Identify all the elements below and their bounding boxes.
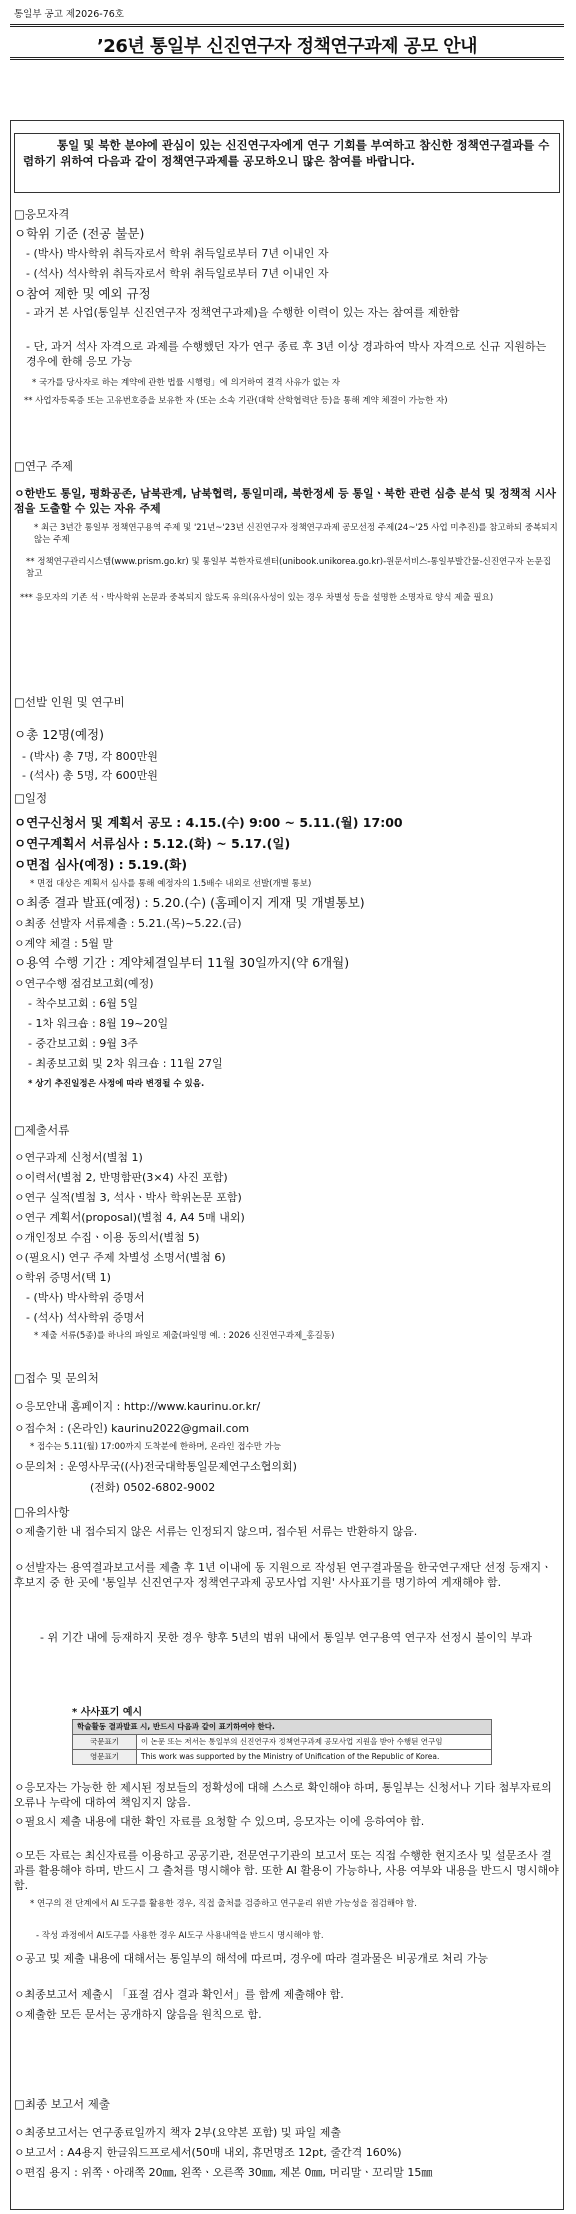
caution-deadline: ㅇ제출기한 내 접수되지 않은 서류는 인정되지 않으며, 접수된 서류는 반환하지 않음.	[14, 1525, 418, 1538]
caution-ai-note-2: - 작성 과정에서 AI도구를 사용한 경우 AI도구 사용내역을 반드시 명시해야 함.	[36, 1931, 324, 1941]
section-heading-qualification: □응모자격	[14, 207, 70, 221]
example-label-english: 영문표기	[73, 1750, 137, 1765]
example-text-english: This work was supported by the Ministry of Unification of the Republic of Korea.	[137, 1750, 492, 1765]
caution-sources-ai: ㅇ모든 자료는 최신자료를 이용하고 공공기관, 전문연구기관의 보고서 또는 직접 수행한 현지조사 및 설문조사 결과를 활용해야 하며, 반드시 그 출처를 명시해야 함. 또한 AI 활용이 가능하나, 사용 여부와 내용을 반드시 명시해야 함.	[14, 1849, 559, 1892]
contact-note: * 접수는 5.11(월) 17:00까지 도착분에 한하며, 온라인 접수만 가능	[30, 1442, 282, 1452]
intro-paragraph: 통일 및 북한 분야에 관심이 있는 신진연구자에게 연구 기회를 부여하고 참신한 정책연구결과를 수렴하기 위하여 다음과 같이 정책연구과제를 공모하오니 많은 참여를 바랍니다.	[14, 133, 560, 193]
section-heading-documents: □제출서류	[14, 1123, 70, 1137]
document-degree-master: - (석사) 석사학위 증명서	[26, 1311, 145, 1324]
schedule-interview-note: * 면접 대상은 계획서 심사를 통해 예정자의 1.5배수 내외로 선발(개별 통보)	[30, 879, 312, 889]
topic-note-1: * 최근 3년간 통일부 정책연구용역 주제 및 '21년~'23년 신진연구자 정책연구과제 공모선정 주제(24~'25 사업 미추진)를 참고하되 중복되지 않는 주제	[34, 523, 558, 545]
topic-description: ㅇ한반도 통일, 평화공존, 남북관계, 남북협력, 통일미래, 북한정세 등 통일ㆍ북한 관련 심층 분석 및 정책적 시사점을 도출할 수 있는 자유 주제	[14, 487, 557, 515]
topic-note-2: ** 정책연구관리시스템(www.prism.go.kr) 및 통일부 북한자료센터(unibook.unikorea.go.kr)-원문서비스-통일부발간물-신진연구자 논문집 참고	[26, 557, 552, 579]
caution-acknowledgement: ㅇ선발자는 용역결과보고서를 제출 후 1년 이내에 동 지원으로 작성된 연구결과물을 한국연구재단 선정 등재지ㆍ후보지 중 한 곳에 '통일부 신진연구자 정책연구과제 공모사업 지원' 사사표기를 명기하여 게재해야 함.	[14, 1561, 552, 1589]
title-box	[10, 24, 564, 60]
document-differentiation: ㅇ(필요시) 연구 주제 차별성 소명서(별첨 6)	[14, 1251, 226, 1264]
document-privacy-consent: ㅇ개인정보 수집ㆍ이용 동의서(별첨 5)	[14, 1231, 200, 1244]
qualification-note-2: ** 사업자등록증 또는 고유번호증을 보유한 자 (또는 소속 기관(대학 산학협력단 등)을 통해 계약 체결이 가능한 자)	[24, 396, 448, 406]
schedule-kickoff: - 착수보고회 : 6월 5일	[28, 997, 139, 1010]
example-table-header: 학술활동 결과발표 시, 반드시 다음과 같이 표기하여야 한다.	[73, 1720, 492, 1735]
topic-note-3: *** 응모자의 기존 석ㆍ박사학위 논문과 중복되지 않도록 유의(유사성이 있는 경우 차별성 등을 설명한 소명자료 양식 제출 필요)	[20, 593, 494, 603]
caution-accuracy: ㅇ응모자는 가능한 한 제시된 정보들의 정확성에 대해 스스로 확인해야 하며, 통일부는 신청서나 기타 첨부자료의 오류나 누락에 대하여 책임지지 않음.	[14, 1781, 552, 1809]
schedule-note: * 상기 추진일정은 사정에 따라 변경될 수 있음.	[28, 1079, 205, 1089]
acknowledgement-example-table	[72, 1719, 492, 1765]
content-frame	[10, 120, 564, 2210]
example-text-korean: 이 논문 또는 저서는 통일부의 신진연구자 정책연구과제 공모사업 지원을 받아 수행된 연구임	[137, 1735, 492, 1750]
section-heading-topic: □연구 주제	[14, 459, 73, 473]
qualification-restriction: ㅇ참여 제한 및 예외 규정	[14, 286, 151, 301]
section-heading-schedule: □일정	[14, 791, 48, 805]
caution-ai-note: * 연구의 전 단계에서 AI 도구를 활용한 경우, 직접 출처를 검증하고 연구윤리 위반 가능성을 점검해야 함.	[30, 1899, 417, 1909]
contact-inquiry: ㅇ문의처 : 운영사무국((사)전국대학통일문제연구소협의회)	[14, 1460, 297, 1473]
acknowledgement-example-label: * 사사표기 예시	[72, 1707, 143, 1718]
document-degree: ㅇ학위 증명서(택 1)	[14, 1271, 111, 1284]
section-heading-contact: □접수 및 문의처	[14, 1371, 99, 1385]
schedule-result: ㅇ최종 결과 발표(예정) : 5.20.(수) (홈페이지 게재 및 개별통보)	[14, 895, 365, 910]
schedule-application: ㅇ연구신청서 및 계획서 공모 : 4.15.(수) 9:00 ~ 5.11.(월) 17:00	[14, 815, 403, 830]
report-format: ㅇ보고서 : A4용지 한글워드프로세서(50매 내외, 휴먼명조 12pt, 줄간격 160%)	[14, 2146, 402, 2159]
selection-master: - (석사) 총 5명, 각 600만원	[22, 769, 158, 782]
schedule-period: ㅇ용역 수행 기간 : 계약체결일부터 11월 30일까지(약 6개월)	[14, 955, 350, 970]
document-degree-phd: - (박사) 박사학위 증명서	[26, 1291, 145, 1304]
page-title: ’26년 통일부 신진연구자 정책연구과제 공모 안내	[96, 36, 478, 57]
document-note: * 제출 서류(5종)를 하나의 파일로 제출(파일명 예. : 2026 신진연구과제_홍길동)	[34, 1331, 335, 1341]
qualification-restriction-1: - 과거 본 사업(통일부 신진연구자 정책연구과제)을 수행한 이력이 있는 자는 참여를 제한함	[26, 306, 460, 319]
schedule-interview: ㅇ면접 심사(예정) : 5.19.(화)	[14, 857, 188, 872]
caution-verification: ㅇ필요시 제출 내용에 대한 확인 자료를 요청할 수 있으며, 응모자는 이에 응하여야 함.	[14, 1815, 425, 1828]
schedule-workshop-1: - 1차 워크숍 : 8월 19~20일	[28, 1017, 169, 1030]
caution-nondisclosure: ㅇ제출한 모든 문서는 공개하지 않음을 원칙으로 함.	[14, 2008, 262, 2021]
report-margins: ㅇ편집 용지 : 위쪽ㆍ아래쪽 20㎜, 왼쪽ㆍ오른쪽 30㎜, 제본 0㎜, 머리말ㆍ꼬리말 15㎜	[14, 2166, 433, 2179]
schedule-contract: ㅇ계약 체결 : 5월 말	[14, 937, 114, 950]
document-achievements: ㅇ연구 실적(별첨 3, 석사ㆍ박사 학위논문 포함)	[14, 1191, 242, 1204]
section-heading-selection: □선발 인원 및 연구비	[14, 695, 125, 709]
schedule-screening: ㅇ연구계획서 서류심사 : 5.12.(화) ~ 5.17.(일)	[14, 836, 291, 851]
document-application: ㅇ연구과제 신청서(별첨 1)	[14, 1151, 143, 1164]
section-heading-caution: □유의사항	[14, 1505, 70, 1519]
notice-number: 통일부 공고 제2026-76호	[14, 9, 124, 20]
section-heading-report: □최종 보고서 제출	[14, 2097, 110, 2111]
contact-phone: (전화) 0502-6802-9002	[90, 1481, 216, 1494]
caution-interpretation: ㅇ공고 및 제출 내용에 대해서는 통일부의 해석에 따르며, 경우에 따라 결과물은 비공개로 처리 가능	[14, 1952, 488, 1965]
contact-submission: ㅇ접수처 : (온라인) kaurinu2022@gmail.com	[14, 1422, 250, 1435]
document-resume: ㅇ이력서(별첨 2, 반명함판(3×4) 사진 포함)	[14, 1171, 228, 1184]
schedule-review-meetings: ㅇ연구수행 점검보고회(예정)	[14, 977, 154, 990]
contact-homepage: ㅇ응모안내 홈페이지 : http://www.kaurinu.or.kr/	[14, 1400, 261, 1413]
caution-plagiarism: ㅇ최종보고서 제출시 「표절 검사 결과 확인서」를 함께 제출해야 함.	[14, 1988, 344, 2001]
qualification-note-1: * 국가를 당사자로 하는 계약에 관한 법률 시행령」에 의거하여 결격 사유가 없는 자	[32, 378, 340, 388]
schedule-midterm: - 중간보고회 : 9월 3주	[28, 1037, 139, 1050]
selection-phd: - (박사) 총 7명, 각 800만원	[22, 750, 158, 763]
selection-total: ㅇ총 12명(예정)	[14, 727, 105, 742]
qualification-master: - (석사) 석사학위 취득자로서 학위 취득일로부터 7년 이내인 자	[26, 267, 329, 280]
schedule-documents: ㅇ최종 선발자 서류제출 : 5.21.(목)~5.22.(금)	[14, 917, 242, 930]
qualification-restriction-2: - 단, 과거 석사 자격으로 과제를 수행했던 자가 연구 종료 후 3년 이상 경과하여 박사 자격으로 신규 지원하는 경우에 한해 응모 가능	[26, 340, 547, 368]
schedule-final: - 최종보고회 및 2차 워크숍 : 11월 27일	[28, 1057, 223, 1070]
report-submission: ㅇ최종보고서는 연구종료일까지 책자 2부(요약본 포함) 및 파일 제출	[14, 2126, 341, 2139]
qualification-degree: ㅇ학위 기준 (전공 불문)	[14, 226, 145, 241]
qualification-phd: - (박사) 박사학위 취득자로서 학위 취득일로부터 7년 이내인 자	[26, 247, 329, 260]
document-proposal: ㅇ연구 계획서(proposal)(별첨 4, A4 5매 내외)	[14, 1211, 245, 1224]
example-label-korean: 국문표기	[73, 1735, 137, 1750]
caution-penalty: - 위 기간 내에 등재하지 못한 경우 향후 5년의 범위 내에서 통일부 연구용역 연구자 선정시 불이익 부과	[40, 1631, 532, 1644]
